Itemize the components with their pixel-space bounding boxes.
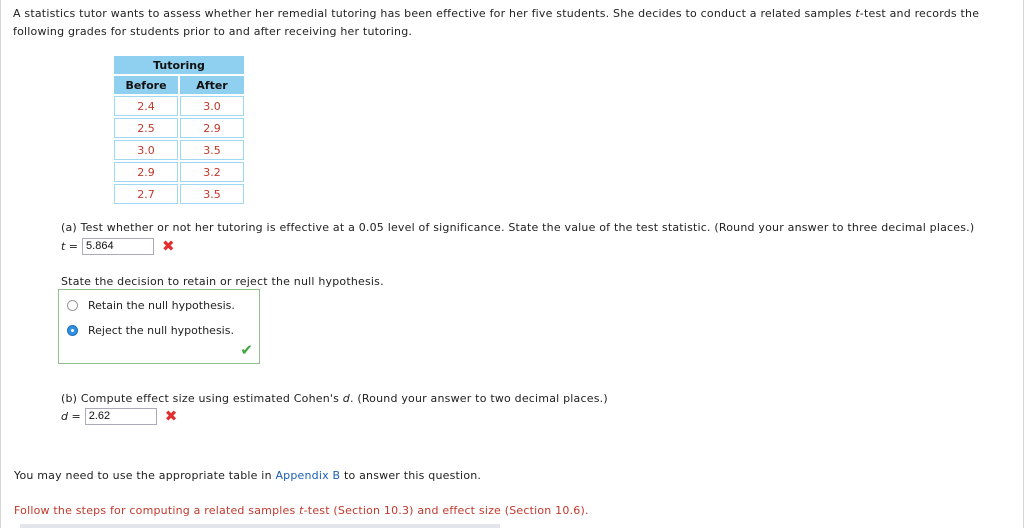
t-answer-input[interactable]: 5.864 [82, 238, 154, 255]
table-row [114, 96, 244, 116]
incorrect-x-icon: ✖ [164, 407, 178, 425]
table-row [114, 184, 244, 204]
intro-text-1: A statistics tutor wants to assess whether her remedial tutoring has been effective for her five students. She decides to conduct a related samples [13, 7, 856, 20]
appendix-note [14, 469, 481, 482]
table-row [114, 162, 244, 182]
reject-option[interactable] [67, 324, 234, 337]
table-cell: 3.5 [180, 140, 244, 160]
part-b-var-label: d = [61, 410, 81, 423]
part-b-text-2: . (Round your answer to two decimal places.) [349, 392, 608, 405]
part-b-answer-row [61, 408, 177, 425]
table-row [114, 118, 244, 138]
intro-t-symbol: t [855, 7, 860, 20]
grades-table [112, 54, 246, 206]
horizontal-scrollbar[interactable] [20, 524, 500, 528]
appendix-b-link[interactable]: Appendix B [275, 469, 341, 482]
part-a-question: (a) Test whether or not her tutoring is effective at a 0.05 level of significance. State the value of the test statistic. (Round your answer to three decimal places.) [61, 221, 975, 234]
table-cell: 3.2 [180, 162, 244, 182]
decision-question: State the decision to retain or reject the null hypothesis. [61, 275, 384, 288]
table-cell: 2.5 [114, 118, 178, 138]
column-header-before: Before [114, 76, 178, 94]
incorrect-x-icon: ✖ [162, 237, 175, 255]
note-text-1: You may need to use the appropriate table in [14, 469, 276, 482]
part-b-text-1: (b) Compute effect size using estimated Cohen's [61, 392, 343, 405]
table-cell: 2.9 [114, 162, 178, 182]
column-header-after: After [180, 76, 244, 94]
follow-text-2: -test (Section 10.3) and effect size (Section 10.6). [303, 504, 589, 517]
decision-radio-group [58, 289, 260, 364]
retain-option[interactable] [67, 299, 235, 312]
table-cell: 3.0 [114, 140, 178, 160]
part-a-answer-row [61, 238, 175, 255]
table-row [114, 140, 244, 160]
part-a-var-label: t = [61, 240, 79, 253]
table-cell: 2.9 [180, 118, 244, 138]
retain-radio[interactable] [67, 300, 78, 311]
table-cell: 3.5 [180, 184, 244, 204]
follow-steps-hint [14, 504, 589, 517]
retain-label: Retain the null hypothesis. [88, 299, 235, 312]
reject-radio[interactable] [67, 325, 78, 336]
table-cell: 3.0 [180, 96, 244, 116]
table-cell: 2.4 [114, 96, 178, 116]
problem-intro [13, 5, 1008, 41]
d-answer-input[interactable]: 2.62 [85, 408, 157, 425]
reject-label: Reject the null hypothesis. [88, 324, 234, 337]
follow-t-symbol: t [299, 504, 304, 517]
left-border [0, 0, 1, 528]
part-b-question [61, 392, 608, 405]
correct-check-icon: ✔ [240, 341, 253, 359]
table-caption: Tutoring [114, 56, 244, 74]
part-b-d-symbol: d [342, 392, 350, 405]
intro-text-2: -test and records the following grades for students prior to and after receiving her tutoring. [13, 7, 980, 38]
note-text-2: to answer this question. [340, 469, 482, 482]
follow-text-1: Follow the steps for computing a related samples [14, 504, 300, 517]
table-cell: 2.7 [114, 184, 178, 204]
